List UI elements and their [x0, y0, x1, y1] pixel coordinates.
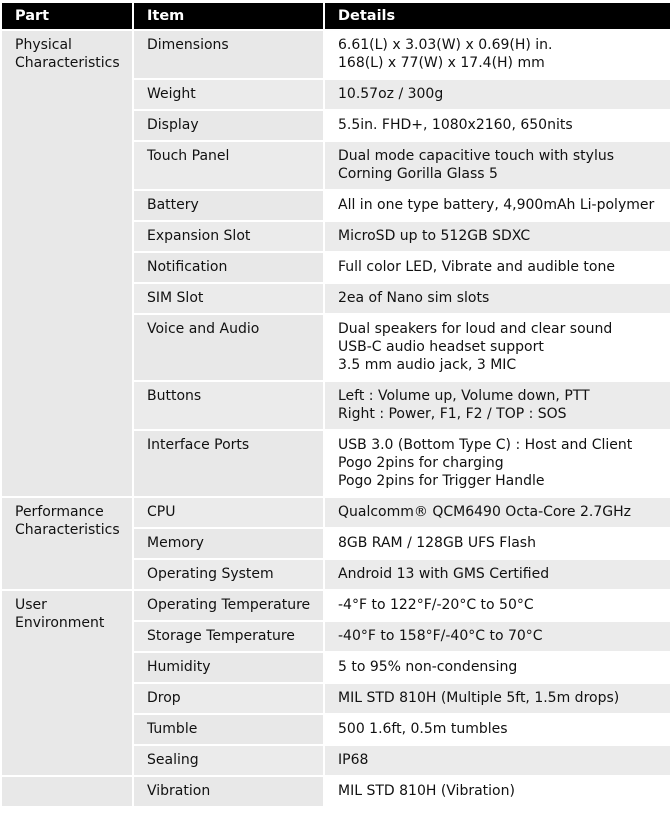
item-cell: Humidity	[134, 651, 325, 682]
item-cell: CPU	[134, 496, 325, 527]
details-line: All in one type battery, 4,900mAh Li-polymer	[338, 197, 655, 213]
part-label-line: Characteristics	[15, 55, 120, 71]
item-cell: Sealing	[134, 744, 325, 775]
details-line: Android 13 with GMS Certified	[338, 566, 550, 582]
part-cell	[2, 29, 134, 496]
details-line: Dual speakers for loud and clear sound	[338, 321, 613, 337]
details-line: Left : Volume up, Volume down, PTT	[338, 388, 590, 404]
item-cell: Drop	[134, 682, 325, 713]
details-cell	[325, 282, 670, 313]
item-cell: Display	[134, 109, 325, 140]
details-line: 5 to 95% non-condensing	[338, 659, 518, 675]
details-line: Pogo 2pins for charging	[338, 455, 504, 471]
details-cell	[325, 496, 670, 527]
details-line: Full color LED, Vibrate and audible tone	[338, 259, 615, 275]
details-cell	[325, 251, 670, 282]
header-details: Details	[325, 3, 670, 29]
table-row	[2, 589, 670, 620]
details-line: Qualcomm® QCM6490 Octa-Core 2.7GHz	[338, 504, 631, 520]
table-row	[2, 496, 670, 527]
details-cell	[325, 29, 670, 78]
item-cell: Touch Panel	[134, 140, 325, 189]
details-line: 8GB RAM / 128GB UFS Flash	[338, 535, 536, 551]
header-item: Item	[134, 3, 325, 29]
details-cell	[325, 527, 670, 558]
part-cell	[2, 775, 134, 806]
details-cell	[325, 589, 670, 620]
details-line: 168(L) x 77(W) x 17.4(H) mm	[338, 55, 545, 71]
table-row	[2, 775, 670, 806]
item-cell: Dimensions	[134, 29, 325, 78]
details-cell	[325, 775, 670, 806]
details-line: Pogo 2pins for Trigger Handle	[338, 473, 545, 489]
details-line: -40°F to 158°F/-40°C to 70°C	[338, 628, 543, 644]
details-line: 3.5 mm audio jack, 3 MIC	[338, 357, 517, 373]
details-line: IP68	[338, 752, 369, 768]
details-cell	[325, 651, 670, 682]
details-cell	[325, 744, 670, 775]
item-cell: Tumble	[134, 713, 325, 744]
details-cell	[325, 713, 670, 744]
item-cell: Vibration	[134, 775, 325, 806]
header-row	[2, 3, 670, 29]
item-cell: Weight	[134, 78, 325, 109]
details-line: Right : Power, F1, F2 / TOP : SOS	[338, 406, 567, 422]
details-line: 2ea of Nano sim slots	[338, 290, 490, 306]
details-line: USB-C audio headset support	[338, 339, 544, 355]
details-line: MicroSD up to 512GB SDXC	[338, 228, 531, 244]
details-line: 10.57oz / 300g	[338, 86, 444, 102]
details-cell	[325, 682, 670, 713]
part-cell	[2, 496, 134, 589]
details-cell	[325, 620, 670, 651]
item-cell: Interface Ports	[134, 429, 325, 496]
table-row	[2, 29, 670, 78]
part-label-line: Environment	[15, 615, 105, 631]
details-line: USB 3.0 (Bottom Type C) : Host and Client	[338, 437, 633, 453]
item-cell: Buttons	[134, 380, 325, 429]
item-cell: Operating System	[134, 558, 325, 589]
details-cell	[325, 380, 670, 429]
item-cell: Storage Temperature	[134, 620, 325, 651]
part-label-line: Characteristics	[15, 522, 120, 538]
item-cell: Memory	[134, 527, 325, 558]
details-line: -4°F to 122°F/-20°C to 50°C	[338, 597, 534, 613]
details-cell	[325, 313, 670, 380]
details-line: 500 1.6ft, 0.5m tumbles	[338, 721, 508, 737]
part-label-line: Performance	[15, 504, 104, 520]
details-line: Corning Gorilla Glass 5	[338, 166, 498, 182]
part-label-line: User	[15, 597, 47, 613]
item-cell: Battery	[134, 189, 325, 220]
details-cell	[325, 189, 670, 220]
part-label-line: Physical	[15, 37, 72, 53]
details-line: MIL STD 810H (Vibration)	[338, 783, 515, 799]
details-line: MIL STD 810H (Multiple 5ft, 1.5m drops)	[338, 690, 620, 706]
details-line: Dual mode capacitive touch with stylus	[338, 148, 615, 164]
details-cell	[325, 429, 670, 496]
item-cell: Notification	[134, 251, 325, 282]
details-cell	[325, 78, 670, 109]
item-cell: SIM Slot	[134, 282, 325, 313]
part-cell	[2, 589, 134, 775]
item-cell: Voice and Audio	[134, 313, 325, 380]
details-line: 6.61(L) x 3.03(W) x 0.69(H) in.	[338, 37, 553, 53]
spec-body	[2, 29, 670, 806]
details-cell	[325, 558, 670, 589]
header-part: Part	[2, 3, 134, 29]
details-cell	[325, 140, 670, 189]
details-cell	[325, 220, 670, 251]
spec-table	[2, 3, 670, 806]
item-cell: Expansion Slot	[134, 220, 325, 251]
details-cell	[325, 109, 670, 140]
item-cell: Operating Temperature	[134, 589, 325, 620]
details-line: 5.5in. FHD+, 1080x2160, 650nits	[338, 117, 573, 133]
